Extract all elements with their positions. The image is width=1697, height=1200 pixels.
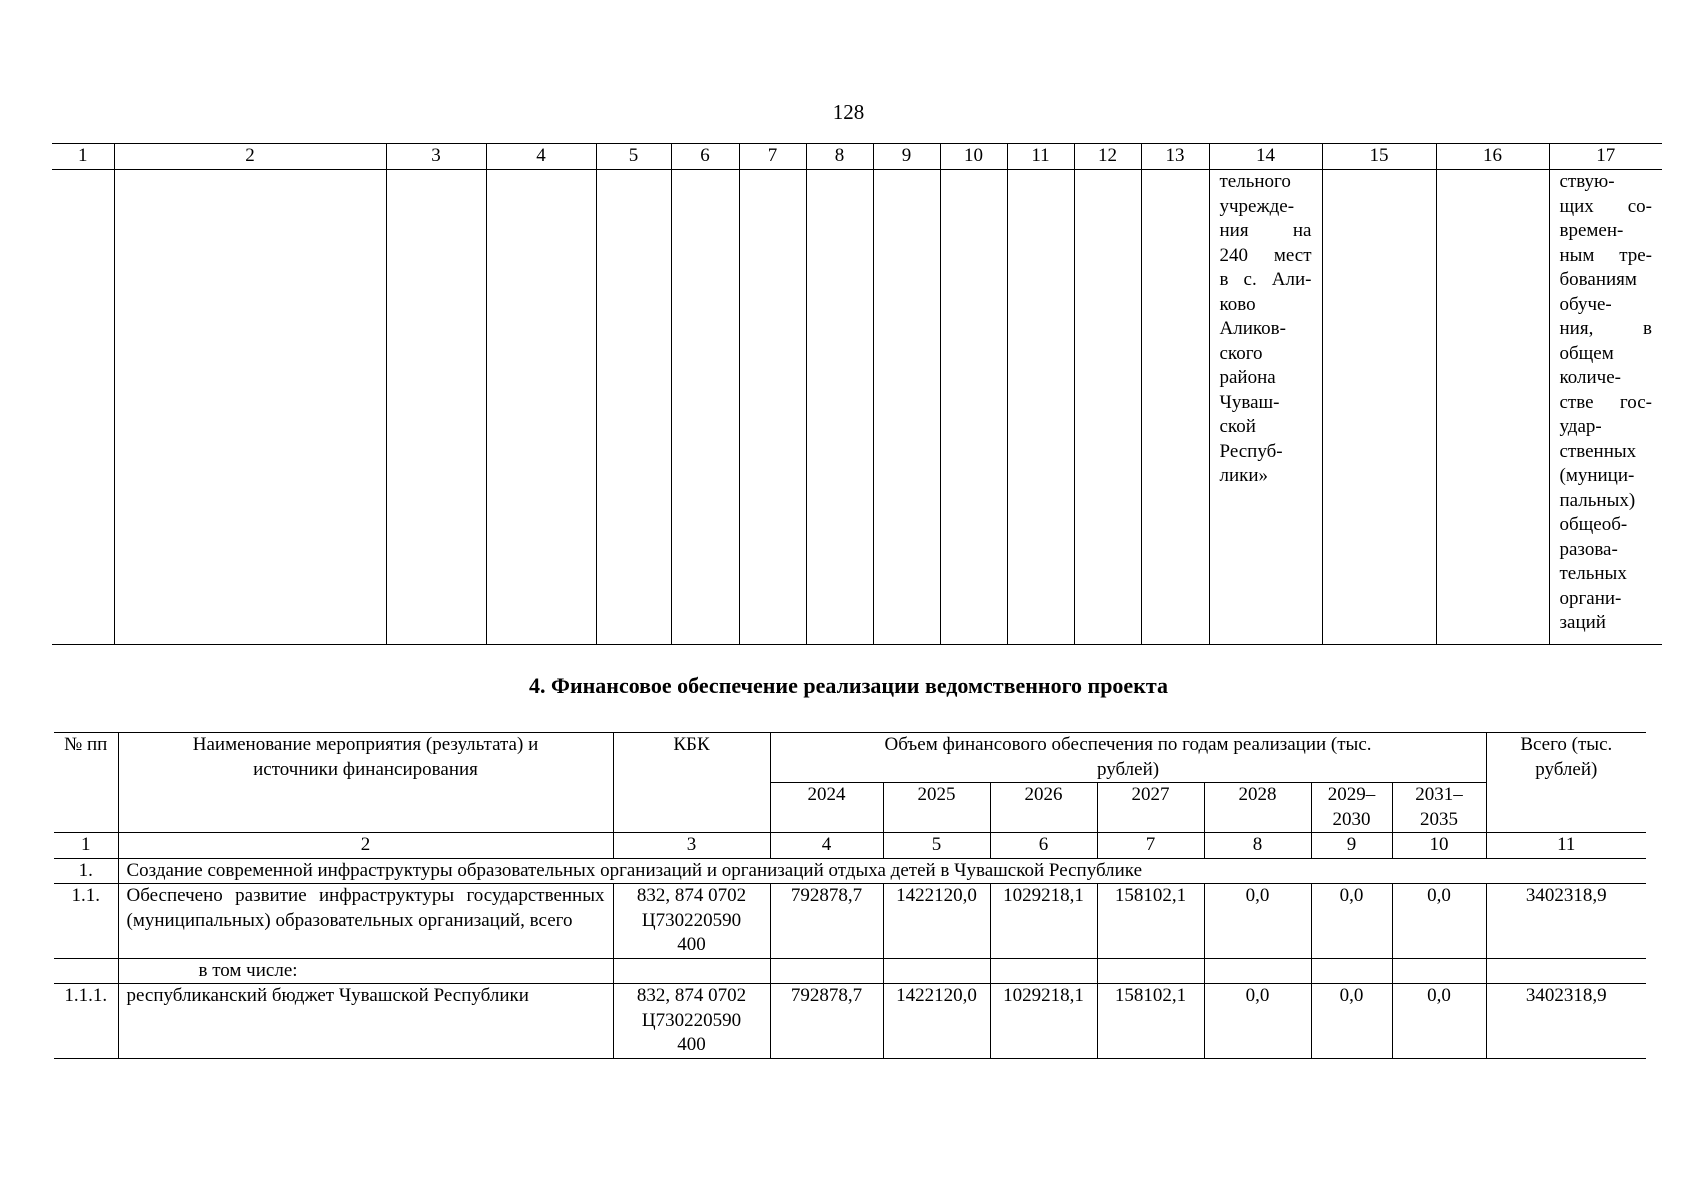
text-line: обуче- bbox=[1559, 293, 1612, 315]
row-value bbox=[1311, 958, 1392, 984]
row-value: 1029218,1 bbox=[990, 984, 1097, 1059]
empty-cell bbox=[739, 170, 806, 645]
section-no: 1. bbox=[54, 858, 118, 884]
row-total: 3402318,9 bbox=[1486, 884, 1646, 959]
row-no: 1.1. bbox=[54, 884, 118, 959]
result-text-cell bbox=[1209, 170, 1322, 645]
col-number: 17 bbox=[1549, 144, 1662, 170]
text-line: лики» bbox=[1219, 465, 1269, 486]
row-value: 1422120,0 bbox=[883, 884, 990, 959]
col-number: 12 bbox=[1074, 144, 1141, 170]
empty-cell bbox=[114, 170, 386, 645]
col-number: 16 bbox=[1436, 144, 1549, 170]
empty-cell bbox=[1322, 170, 1436, 645]
row-value: 0,0 bbox=[1204, 984, 1311, 1059]
col-number: 10 bbox=[940, 144, 1007, 170]
col-number: 4 bbox=[486, 144, 596, 170]
text-line: количе- bbox=[1559, 367, 1621, 388]
section-row bbox=[54, 858, 1646, 884]
text-line: в с. Али- bbox=[1219, 269, 1312, 290]
empty-cell bbox=[1141, 170, 1209, 645]
section-heading: 4. Финансовое обеспечение реализации ведомственного проекта bbox=[529, 673, 1168, 698]
text-line: общем bbox=[1559, 342, 1614, 364]
header-year: 2025 bbox=[883, 783, 990, 833]
row-value: 0,0 bbox=[1311, 984, 1392, 1059]
empty-cell bbox=[1436, 170, 1549, 645]
col-number: 1 bbox=[54, 833, 118, 859]
row-name: Обеспечено развитие инфраструктуры государственных (муниципальных) образовательных организаций, всего bbox=[118, 884, 613, 959]
header-name: Наименование мероприятия (результата) и источники финансирования bbox=[118, 733, 613, 833]
row-kbk: 832, 874 0702 Ц730220590 400 bbox=[613, 984, 770, 1059]
empty-cell bbox=[596, 170, 671, 645]
page-number: 128 bbox=[832, 100, 865, 124]
text-line: ствую- bbox=[1559, 171, 1615, 192]
col-number: 1 bbox=[52, 144, 114, 170]
text-line: общеоб- bbox=[1559, 514, 1628, 535]
col-number: 14 bbox=[1209, 144, 1322, 170]
empty-cell bbox=[52, 170, 114, 645]
empty-cell bbox=[940, 170, 1007, 645]
text-line: разова- bbox=[1559, 538, 1618, 560]
row-value bbox=[1097, 958, 1204, 984]
row-value bbox=[990, 958, 1097, 984]
col-number: 6 bbox=[990, 833, 1097, 859]
row-value: 0,0 bbox=[1311, 884, 1392, 959]
table-row bbox=[54, 984, 1646, 1059]
text-line: стве гос- bbox=[1559, 391, 1652, 413]
empty-cell bbox=[873, 170, 940, 645]
row-value bbox=[1392, 958, 1486, 984]
text-line: (муници- bbox=[1559, 465, 1635, 486]
row-value: 792878,7 bbox=[770, 884, 883, 959]
text-line: ского bbox=[1219, 342, 1263, 364]
text-line: учрежде- bbox=[1219, 195, 1295, 217]
text-line: района bbox=[1219, 367, 1276, 388]
col-number: 13 bbox=[1141, 144, 1209, 170]
col-number: 6 bbox=[671, 144, 739, 170]
text-line: времен- bbox=[1559, 220, 1624, 241]
empty-cell bbox=[486, 170, 596, 645]
text-line: органи- bbox=[1559, 587, 1622, 609]
col-number: 8 bbox=[1204, 833, 1311, 859]
row-value bbox=[1204, 958, 1311, 984]
header-year: 2029–2030 bbox=[1311, 783, 1392, 833]
col-number: 3 bbox=[386, 144, 486, 170]
row-value bbox=[770, 958, 883, 984]
empty-cell bbox=[386, 170, 486, 645]
header-year: 2028 bbox=[1204, 783, 1311, 833]
header-row bbox=[54, 733, 1646, 783]
row-value: 1422120,0 bbox=[883, 984, 990, 1059]
text-line: пальных) bbox=[1559, 489, 1636, 511]
col-number: 9 bbox=[1311, 833, 1392, 859]
header-year: 2031–2035 bbox=[1392, 783, 1486, 833]
section-title: Создание современной инфраструктуры образовательных организаций и организаций отдыха детей в Чувашской Республике bbox=[118, 858, 1646, 884]
row-value bbox=[883, 958, 990, 984]
col-number: 15 bbox=[1322, 144, 1436, 170]
row-kbk: 832, 874 0702 Ц730220590 400 bbox=[613, 884, 770, 959]
col-number: 4 bbox=[770, 833, 883, 859]
empty-cell bbox=[671, 170, 739, 645]
header-year: 2027 bbox=[1097, 783, 1204, 833]
col-number: 3 bbox=[613, 833, 770, 859]
empty-cell bbox=[806, 170, 873, 645]
text-line: ственных bbox=[1559, 440, 1637, 462]
col-number: 11 bbox=[1007, 144, 1074, 170]
empty-cell bbox=[1007, 170, 1074, 645]
header-no: № пп bbox=[54, 733, 118, 833]
col-number: 8 bbox=[806, 144, 873, 170]
header-volume: Объем финансового обеспечения по годам реализации (тыс. рублей) bbox=[770, 733, 1486, 783]
table-row bbox=[54, 884, 1646, 959]
row-value: 0,0 bbox=[1392, 984, 1486, 1059]
row-value: 158102,1 bbox=[1097, 984, 1204, 1059]
text-line: 240 мест bbox=[1219, 244, 1312, 266]
col-number: 5 bbox=[596, 144, 671, 170]
row-value: 1029218,1 bbox=[990, 884, 1097, 959]
header-total: Всего (тыс. рублей) bbox=[1486, 733, 1646, 833]
text-line: тельных bbox=[1559, 563, 1627, 584]
row-no: 1.1.1. bbox=[54, 984, 118, 1059]
col-number: 7 bbox=[739, 144, 806, 170]
column-number-row bbox=[54, 833, 1646, 859]
text-line: бованиям bbox=[1559, 269, 1637, 290]
text-line: Чуваш- bbox=[1219, 391, 1280, 413]
row-no bbox=[54, 958, 118, 984]
text-line: щих со- bbox=[1559, 195, 1652, 217]
text-line: Аликов- bbox=[1219, 318, 1286, 339]
header-year: 2026 bbox=[990, 783, 1097, 833]
row-value: 158102,1 bbox=[1097, 884, 1204, 959]
row-kbk bbox=[613, 958, 770, 984]
empty-cell bbox=[1074, 170, 1141, 645]
col-number: 9 bbox=[873, 144, 940, 170]
row-value: 0,0 bbox=[1204, 884, 1311, 959]
col-number: 2 bbox=[118, 833, 613, 859]
table-row bbox=[54, 958, 1646, 984]
header-kbk: КБК bbox=[613, 733, 770, 833]
row-name: в том числе: bbox=[118, 958, 613, 984]
text-line: ково bbox=[1219, 293, 1256, 315]
continuation-row bbox=[52, 170, 1662, 645]
text-line: Респуб- bbox=[1219, 440, 1283, 462]
row-total: 3402318,9 bbox=[1486, 984, 1646, 1059]
col-number: 11 bbox=[1486, 833, 1646, 859]
finance-table bbox=[54, 732, 1646, 1059]
text-line: ской bbox=[1219, 416, 1256, 437]
text-line: ным тре- bbox=[1559, 244, 1652, 266]
text-line: ния, в bbox=[1559, 318, 1652, 339]
col-number: 2 bbox=[114, 144, 386, 170]
text-line: удар- bbox=[1559, 416, 1602, 437]
row-name: республиканский бюджет Чувашской Республики bbox=[118, 984, 613, 1059]
row-total bbox=[1486, 958, 1646, 984]
text-line: ния на bbox=[1219, 220, 1312, 241]
col-number: 7 bbox=[1097, 833, 1204, 859]
row-value: 792878,7 bbox=[770, 984, 883, 1059]
text-line: заций bbox=[1559, 612, 1606, 633]
row-value: 0,0 bbox=[1392, 884, 1486, 959]
col-number: 10 bbox=[1392, 833, 1486, 859]
text-line: тельного bbox=[1219, 171, 1291, 192]
header-year: 2024 bbox=[770, 783, 883, 833]
indicator-text-cell bbox=[1549, 170, 1662, 645]
col-number: 5 bbox=[883, 833, 990, 859]
continuation-table bbox=[52, 143, 1662, 645]
column-number-row bbox=[52, 144, 1662, 170]
